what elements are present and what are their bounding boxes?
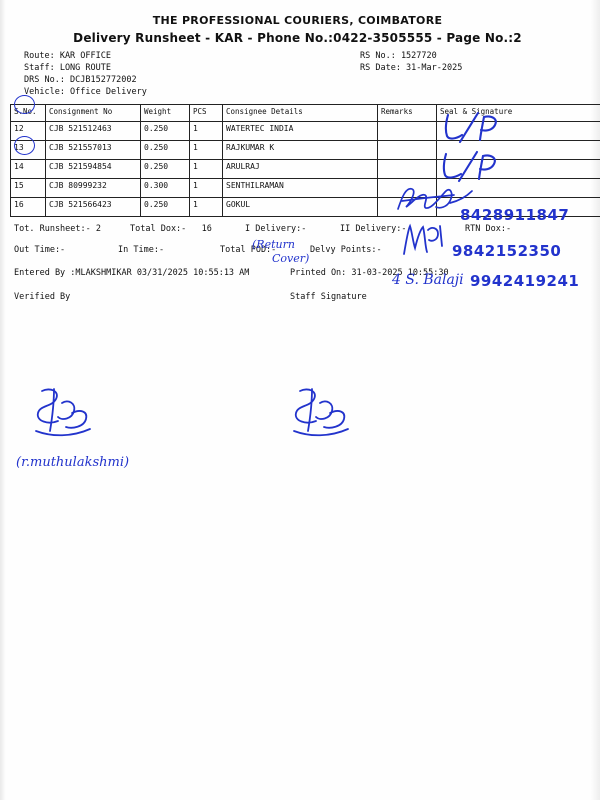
total-pod: Total POD:-	[220, 245, 277, 255]
cell-pcs: 1	[190, 198, 223, 217]
handwriting-verified-signature	[28, 385, 108, 445]
footer-entered-line	[10, 268, 585, 280]
cell-weight: 0.250	[141, 198, 190, 217]
cell-consignment-no: CJB 521566423	[46, 198, 141, 217]
meta-staff: Staff: LONG ROUTE	[24, 63, 111, 73]
cell-seal-signature	[437, 198, 600, 217]
cell-pcs: 1	[190, 141, 223, 160]
verified-by-label: Verified By	[14, 292, 71, 302]
total-dox: Total Dox:- 16	[130, 224, 212, 234]
runsheet-document	[10, 10, 585, 304]
cell-consignee: WATERTEC INDIA	[223, 122, 378, 141]
cell-sno: 12	[11, 122, 46, 141]
cell-pcs: 1	[190, 179, 223, 198]
footer-signature-line	[10, 292, 585, 304]
document-meta-right	[360, 50, 462, 74]
handwriting-row16-phone: 9942419241	[470, 272, 580, 290]
column-header-consignee-details: Consignee Details	[223, 105, 378, 122]
cell-consignee: SENTHILRAMAN	[223, 179, 378, 198]
table-row	[11, 198, 600, 217]
delvy-points: Delvy Points:-	[310, 245, 382, 255]
circle-sno-12-icon	[14, 95, 35, 114]
column-header-weight: Weight	[141, 105, 190, 122]
cell-sno: 13	[11, 141, 46, 160]
scan-edge-left	[0, 0, 6, 800]
column-header-consignment-no: Consignment No	[46, 105, 141, 122]
printed-on: Printed On: 31-03-2025 10:55:30	[290, 268, 449, 278]
meta-drs-no: DRS No.: DCJB152772002	[24, 75, 137, 85]
cell-seal-signature	[437, 160, 600, 179]
in-time: In Time:-	[118, 245, 165, 255]
ii-delivery: II Delivery:-	[340, 224, 407, 234]
runsheet-table	[10, 104, 600, 217]
cell-sno: 15	[11, 179, 46, 198]
column-header-remarks: Remarks	[378, 105, 437, 122]
summary-line-2	[10, 245, 585, 257]
cell-consignment-no: CJB 521594854	[46, 160, 141, 179]
handwriting-row15-note-line1: (Return	[252, 238, 295, 251]
tot-runsheet: Tot. Runsheet:- 2	[14, 224, 101, 234]
i-delivery: I Delivery:-	[245, 224, 307, 234]
handwriting-row16-name: 4 S. Balaji	[392, 272, 464, 288]
cell-weight: 0.250	[141, 122, 190, 141]
cell-consignment-no: CJB 521557013	[46, 141, 141, 160]
table-row	[11, 179, 600, 198]
meta-vehicle: Vehicle: Office Delivery	[24, 87, 147, 97]
cell-sno: 16	[11, 198, 46, 217]
circle-sno-13-icon	[14, 136, 35, 155]
page-title: Delivery Runsheet - KAR - Phone No.:0422-3505555 - Page No.:2	[73, 31, 522, 45]
cell-consignment-no: CJB 80999232	[46, 179, 141, 198]
cell-remarks	[378, 198, 437, 217]
table-row	[11, 141, 600, 160]
column-header-pcs: PCS	[190, 105, 223, 122]
table-row	[11, 122, 600, 141]
cell-consignee: GOKUL	[223, 198, 378, 217]
cell-weight: 0.250	[141, 160, 190, 179]
handwriting-row15-note-line2: Cover)	[272, 252, 310, 265]
entered-by: Entered By :MLAKSHMIKAR 03/31/2025 10:55:13 AM	[14, 268, 250, 278]
cell-remarks	[378, 160, 437, 179]
company-title: THE PROFESSIONAL COURIERS, COIMBATORE	[152, 14, 443, 27]
meta-rs-date: RS Date: 31-Mar-2025	[360, 63, 463, 73]
table-header-row	[11, 105, 600, 122]
cell-weight: 0.250	[141, 141, 190, 160]
cell-weight: 0.300	[141, 179, 190, 198]
cell-remarks	[378, 179, 437, 198]
staff-signature-label: Staff Signature	[290, 292, 367, 302]
cell-seal-signature	[437, 179, 600, 198]
handwriting-verified-name: (r.muthulakshmi)	[16, 455, 130, 470]
handwriting-staff-signature	[286, 385, 366, 445]
cell-seal-signature	[437, 141, 600, 160]
handwriting-row14-phone: 8428911847	[460, 206, 570, 224]
column-header-sno: S.No.	[11, 105, 46, 122]
rtn-dox: RTN Dox:-	[465, 224, 512, 234]
cell-seal-signature	[437, 122, 600, 141]
cell-pcs: 1	[190, 122, 223, 141]
meta-route: Route: KAR OFFICE	[24, 51, 111, 61]
out-time: Out Time:-	[14, 245, 66, 255]
cell-consignment-no: CJB 521512463	[46, 122, 141, 141]
cell-consignee: RAJKUMAR K	[223, 141, 378, 160]
column-header-seal-signature: Seal & Signature	[437, 105, 600, 122]
table-row	[11, 160, 600, 179]
cell-pcs: 1	[190, 160, 223, 179]
document-meta	[10, 50, 585, 98]
handwriting-row15-phone: 9842152350	[452, 242, 562, 260]
cell-remarks	[378, 122, 437, 141]
meta-rs-no: RS No.: 1527720	[360, 51, 437, 61]
cell-sno: 14	[11, 160, 46, 179]
summary-line-1	[10, 224, 585, 236]
cell-remarks	[378, 141, 437, 160]
cell-consignee: ARULRAJ	[223, 160, 378, 179]
